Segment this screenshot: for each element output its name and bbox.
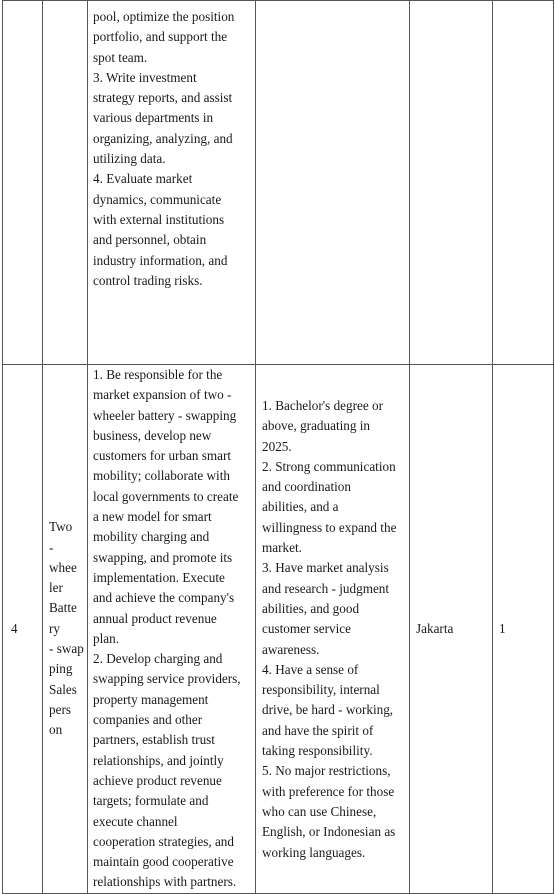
text-line: taking responsibility. [262, 743, 373, 759]
responsibilities-text [88, 365, 255, 893]
headcount-cell [493, 1, 554, 365]
text-line: working languages. [262, 844, 366, 860]
text-line: 1. Bachelor's degree or [262, 398, 384, 413]
text-line: maintain good cooperative [93, 854, 234, 870]
text-line: Two [49, 519, 73, 535]
location-cell [410, 365, 493, 894]
text-line: responsibility, internal [262, 682, 380, 698]
text-line: portfolio, and support the [93, 29, 228, 45]
text-line: partners, establish trust [93, 732, 215, 748]
text-line: swapping service providers, [93, 671, 241, 687]
text-line: mobility; collaborate with [93, 468, 230, 484]
requirements-cell [256, 1, 410, 365]
text-line: with preference for those [262, 783, 395, 799]
headcount-text: 1 [499, 620, 506, 636]
position-cell [43, 365, 88, 894]
text-line: with external institutions [93, 211, 225, 227]
text-line: dynamics, communicate [93, 191, 222, 207]
row-number-cell [3, 1, 43, 365]
text-line: wheeler battery - swapping [93, 407, 237, 423]
text-line: local governments to create [93, 488, 239, 504]
text-line: market. [262, 540, 302, 556]
text-line: 3. Write investment [93, 69, 197, 85]
text-line: ler [49, 580, 63, 596]
text-line: 4. Evaluate market [93, 171, 193, 187]
location-cell [410, 1, 493, 365]
text-line: English, or Indonesian as [262, 824, 396, 840]
responsibilities-text [88, 1, 255, 291]
text-line: mobility charging and [93, 529, 210, 545]
table-row [3, 1, 554, 365]
text-line: pers [49, 701, 71, 717]
text-line: ry [49, 620, 60, 636]
text-line: swapping, and promote its [93, 549, 233, 565]
text-line: customers for urban smart [93, 448, 232, 464]
text-line: 3. Have market analysis [262, 560, 389, 576]
text-line: 2. Develop charging and [93, 651, 223, 667]
responsibilities-cell [88, 1, 256, 365]
text-line: above, graduating in [262, 418, 371, 434]
location-text: Jakarta [416, 620, 454, 636]
table-row [3, 365, 554, 894]
text-line: relationships, and jointly [93, 752, 224, 768]
text-line: spot team. [93, 49, 148, 65]
text-line: plan. [93, 630, 120, 646]
text-line: annual product revenue [93, 610, 217, 626]
text-line: abilities, and good [262, 600, 360, 616]
headcount-cell [493, 365, 554, 894]
responsibilities-cell [88, 365, 256, 894]
text-line: 1. Be responsible for the [93, 367, 223, 382]
text-line: and achieve the company's [93, 590, 235, 606]
text-line: control trading risks. [93, 272, 203, 288]
text-line: whee [49, 559, 77, 575]
requirements-text [256, 365, 409, 863]
text-line: implementation. Execute [93, 569, 225, 585]
text-line: who can use Chinese, [262, 803, 377, 819]
text-line: execute channel [93, 813, 178, 829]
requirements-cell [256, 365, 410, 894]
text-line: organizing, analyzing, and [93, 130, 233, 146]
text-line: 5. No major restrictions, [262, 763, 391, 779]
text-line: customer service [262, 621, 351, 637]
text-line: utilizing data. [93, 151, 166, 167]
text-line: and personnel, obtain [93, 232, 207, 248]
text-line: 2025. [262, 438, 292, 454]
position-title [43, 365, 87, 893]
text-line: 2. Strong communication [262, 458, 396, 474]
text-line: property management [93, 691, 209, 707]
text-line: targets; formulate and [93, 793, 209, 809]
text-line: and coordination [262, 479, 351, 495]
text-line: strategy reports, and assist [93, 90, 233, 106]
row-number-cell [3, 365, 43, 894]
text-line: and research - judgment [262, 580, 390, 596]
text-line: - [49, 539, 54, 555]
text-line: companies and other [93, 712, 203, 728]
text-line: various departments in [93, 110, 214, 126]
text-line: - swap [49, 641, 84, 656]
text-line: industry information, and [93, 252, 228, 268]
position-cell [43, 1, 88, 365]
text-line: relationships with partners. [93, 874, 237, 890]
text-line: Sales [49, 681, 77, 697]
text-line: cooperation strategies, and [93, 833, 234, 849]
text-line: and have the spirit of [262, 722, 374, 738]
job-table [2, 0, 554, 894]
text-line: achieve product revenue [93, 772, 222, 788]
text-line: awareness. [262, 641, 320, 657]
text-line: ping [49, 661, 73, 677]
text-line: willingness to expand the [262, 519, 397, 535]
text-line: abilities, and a [262, 499, 339, 515]
text-line: Batte [49, 600, 77, 616]
text-line: 4. Have a sense of [262, 661, 359, 677]
text-line: business, develop new [93, 427, 212, 443]
text-line: drive, be hard - working, [262, 702, 394, 718]
text-line: a new model for smart [93, 509, 212, 525]
text-line: on [49, 722, 63, 738]
row-number: 4 [11, 620, 18, 636]
text-line: market expansion of two - [93, 387, 232, 403]
text-line: pool, optimize the position [93, 9, 235, 24]
